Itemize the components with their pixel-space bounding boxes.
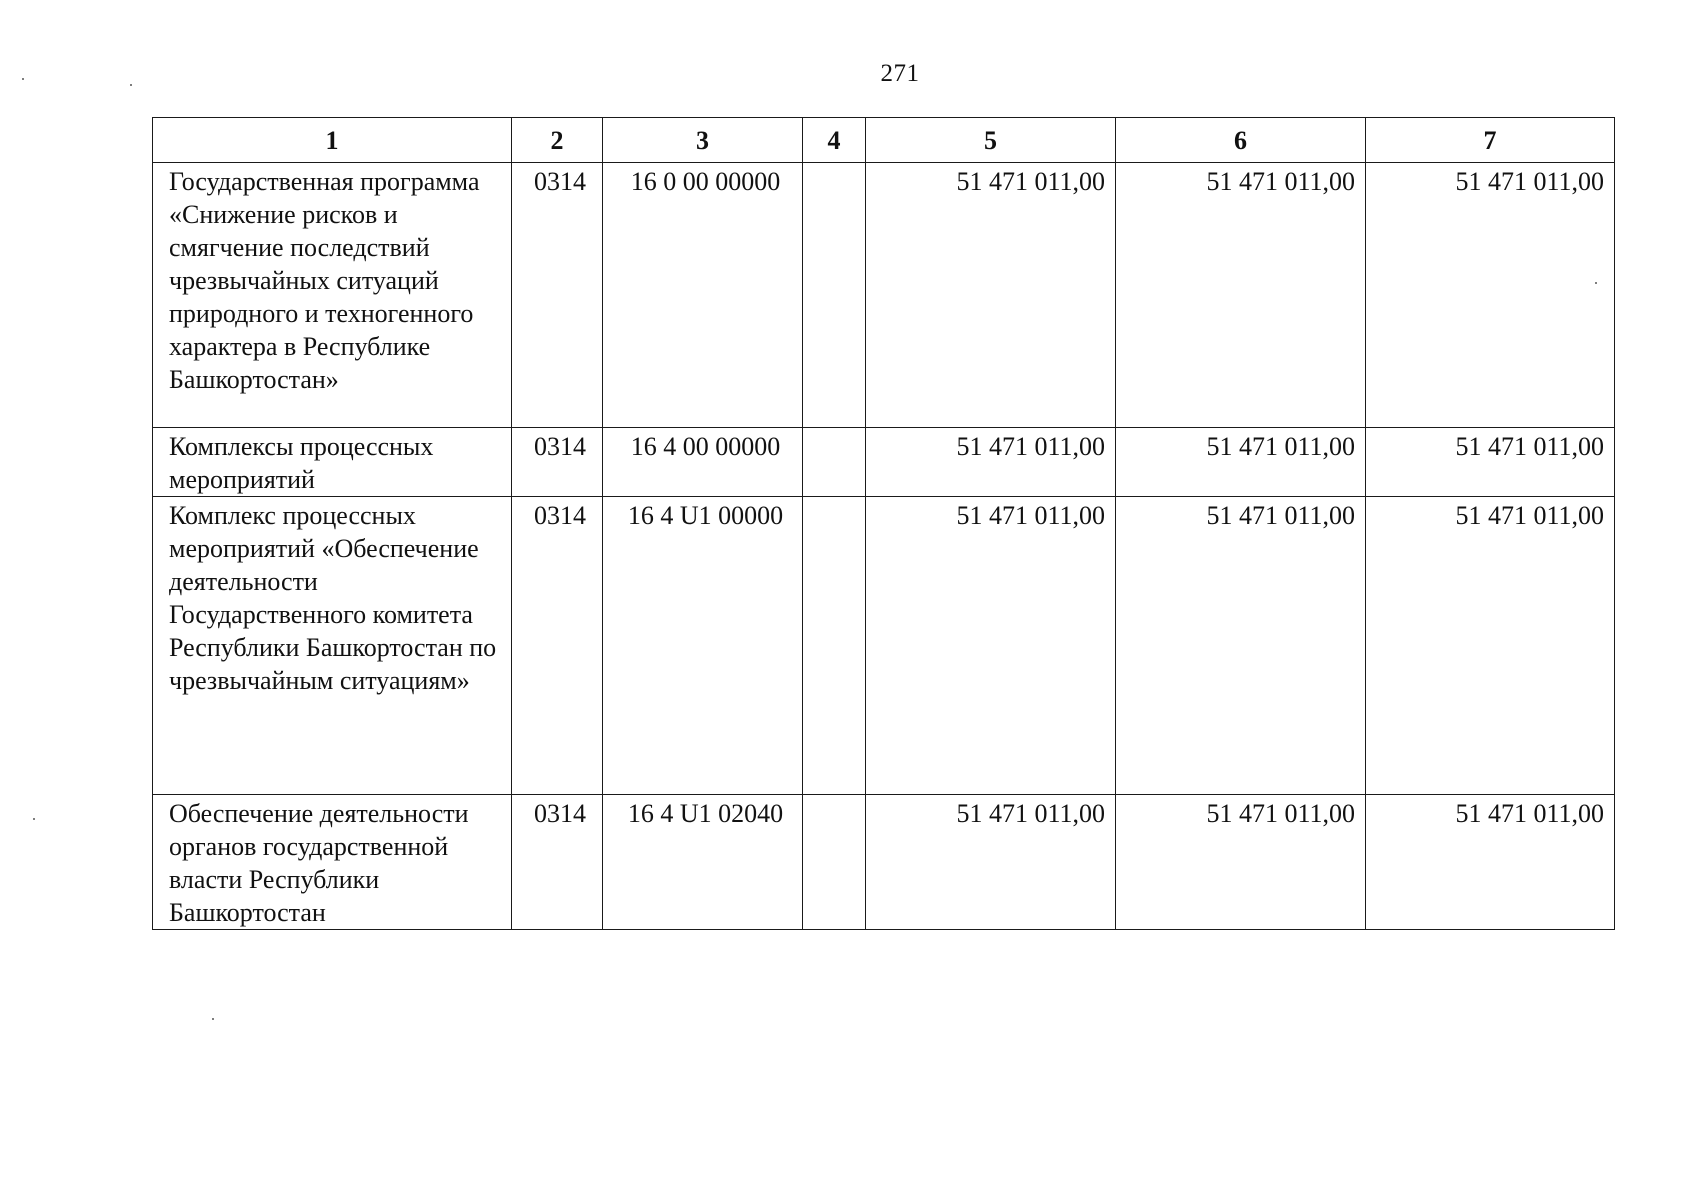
budget-table [152, 117, 1615, 930]
row-name: Государственная программа «Снижение рисков и смягчение последствий чрезвычайных ситуаций природного и техногенного характера в Республике Башкортостан» [153, 163, 512, 428]
table-row [153, 497, 1615, 795]
row-amount-5: 51 471 011,00 [866, 795, 1116, 930]
row-expense-type [803, 497, 866, 795]
scan-speck [1595, 282, 1597, 284]
row-amount-5: 51 471 011,00 [866, 497, 1116, 795]
header-col-2: 2 [512, 118, 603, 163]
row-target-article: 16 4 U1 02040 [603, 795, 803, 930]
scan-speck [22, 78, 24, 80]
row-amount-6: 51 471 011,00 [1116, 497, 1366, 795]
row-target-article: 16 4 00 00000 [603, 428, 803, 497]
row-name: Обеспечение деятельности органов государственной власти Республики Башкортостан [153, 795, 512, 930]
row-target-article: 16 0 00 00000 [603, 163, 803, 428]
row-amount-7: 51 471 011,00 [1366, 163, 1615, 428]
scan-speck [212, 1018, 214, 1020]
row-section: 0314 [512, 428, 603, 497]
page-number: 271 [880, 60, 920, 87]
scan-speck [33, 818, 35, 820]
header-row [153, 118, 1615, 163]
row-expense-type [803, 795, 866, 930]
row-name: Комплекс процессных мероприятий «Обеспечение деятельности Государственного комитета Республики Башкортостан по чрезвычайным ситуациям» [153, 497, 512, 795]
row-section: 0314 [512, 163, 603, 428]
row-section: 0314 [512, 795, 603, 930]
header-col-1: 1 [153, 118, 512, 163]
row-amount-6: 51 471 011,00 [1116, 795, 1366, 930]
header-col-5: 5 [866, 118, 1116, 163]
row-target-article: 16 4 U1 00000 [603, 497, 803, 795]
table-row [153, 428, 1615, 497]
header-col-7: 7 [1366, 118, 1615, 163]
row-expense-type [803, 163, 866, 428]
row-amount-7: 51 471 011,00 [1366, 795, 1615, 930]
table-row [153, 795, 1615, 930]
row-section: 0314 [512, 497, 603, 795]
row-amount-6: 51 471 011,00 [1116, 163, 1366, 428]
row-expense-type [803, 428, 866, 497]
row-amount-6: 51 471 011,00 [1116, 428, 1366, 497]
header-col-6: 6 [1116, 118, 1366, 163]
row-amount-5: 51 471 011,00 [866, 163, 1116, 428]
table-row [153, 163, 1615, 428]
header-col-4: 4 [803, 118, 866, 163]
scan-speck [130, 84, 132, 86]
row-amount-7: 51 471 011,00 [1366, 497, 1615, 795]
row-amount-5: 51 471 011,00 [866, 428, 1116, 497]
table-header [153, 118, 1615, 163]
header-col-3: 3 [603, 118, 803, 163]
table-body [153, 163, 1615, 930]
row-amount-7: 51 471 011,00 [1366, 428, 1615, 497]
row-name: Комплексы процессных мероприятий [153, 428, 512, 497]
